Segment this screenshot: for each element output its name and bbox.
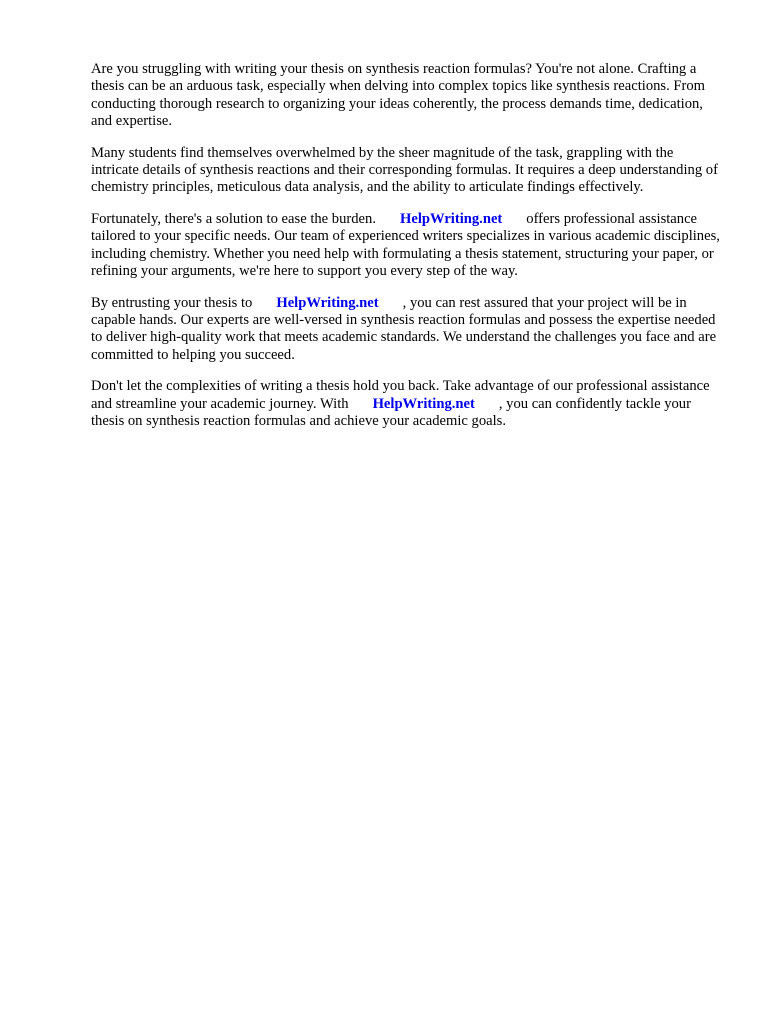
paragraph-closing [91, 378, 723, 430]
helpwriting-link[interactable]: HelpWriting.net [276, 294, 379, 311]
paragraph-text-after: , you can rest assured that your project will be in capable hands. Our experts are well-versed in synthesis reaction formulas and possess the expertise needed to deliver high-quality work that meets academic standards. We understand the challenges you face and are committed to helping you succeed. [91, 294, 717, 363]
paragraph-text-before: By entrusting your thesis to [91, 294, 253, 311]
helpwriting-link[interactable]: HelpWriting.net [399, 211, 503, 228]
document-body [91, 61, 723, 445]
paragraph-entrusting [91, 295, 723, 364]
paragraph-text: Many students find themselves overwhelmed by the sheer magnitude of the task, grappling with the intricate details of synthesis reactions and their corresponding formulas. It requires a deep understanding of chemistry principles, meticulous data analysis, and the ability to articulate findings effectively. [91, 144, 718, 196]
paragraph-text-after: , you can confidently tackle your thesis on synthesis reaction formulas and achieve your academic goals. [91, 395, 691, 430]
paragraph-text-before: Don't let the complexities of writing a thesis hold you back. Take advantage of our professional assistance and streamline your academic journey. With [91, 378, 710, 412]
paragraph-text-before: Fortunately, there's a solution to ease the burden. [91, 211, 376, 228]
paragraph-intro [91, 61, 723, 130]
paragraph-text-after: offers professional assistance tailored to your specific needs. Our team of experienced writers specializes in various academic disciplines, including chemistry. Whether you need help with formulating a thesis statement, structuring your paper, or refining your arguments, we're here to support you every step of the way. [91, 211, 720, 279]
paragraph-overwhelmed [91, 145, 723, 197]
helpwriting-link[interactable]: HelpWriting.net [372, 395, 475, 412]
paragraph-text: Are you struggling with writing your thesis on synthesis reaction formulas? You're not alone. Crafting a thesis can be an arduous task, especially when delving into complex topics like synthesis reactions. From conducting thorough research to organizing your ideas coherently, the process demands time, dedication, and expertise. [91, 61, 706, 129]
paragraph-solution [91, 211, 723, 280]
